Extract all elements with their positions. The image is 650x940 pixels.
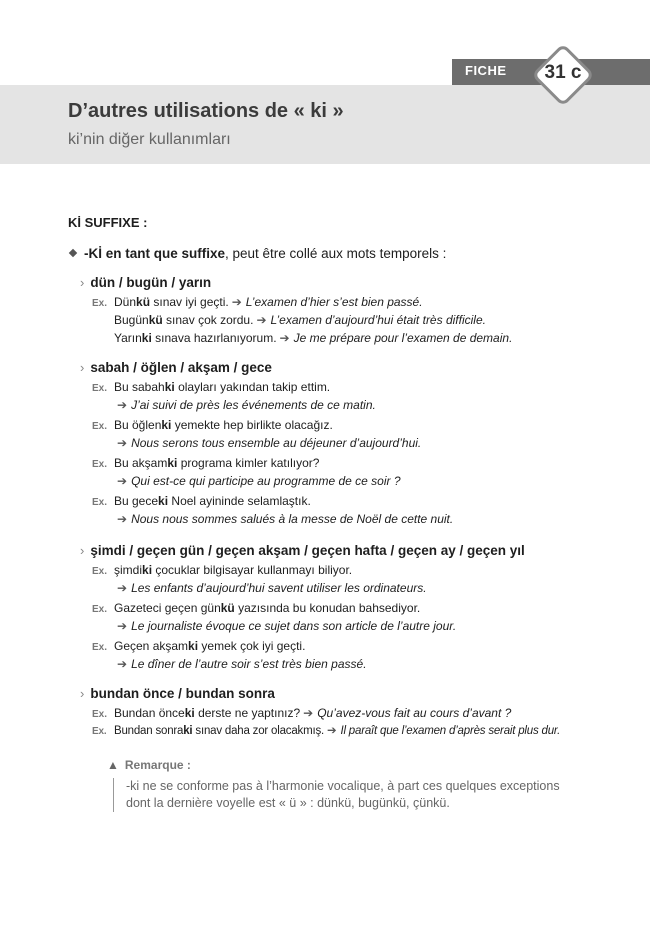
suffix-highlight: ki bbox=[141, 331, 152, 345]
fiche-number: 31 c bbox=[544, 62, 582, 83]
french-translation: J’ai suivi de près les événements de ce matin. bbox=[131, 398, 376, 412]
ex-label: Ex. bbox=[92, 566, 108, 577]
example-line bbox=[80, 378, 453, 396]
page-title: D’autres utilisations de « ki » bbox=[68, 100, 344, 122]
example-line bbox=[80, 722, 560, 740]
arrow-right-icon: ➔ bbox=[117, 512, 128, 526]
turkish-text: Yarın bbox=[114, 331, 142, 345]
remark-line: dont la dernière voyelle est « ü » : dünkü, bugünkü, çünkü. bbox=[126, 796, 450, 810]
translation-line bbox=[80, 655, 525, 673]
example-line bbox=[80, 492, 453, 510]
french-translation: Je me prépare pour l’examen de demain. bbox=[293, 331, 513, 345]
example-line bbox=[80, 561, 525, 579]
turkish-text: Gazeteci geçen gün bbox=[114, 601, 221, 615]
turkish-text: Bundan sonra bbox=[114, 725, 184, 737]
turkish-text: sınav daha zor olacakmış. bbox=[192, 725, 325, 737]
arrow-right-icon: ➔ bbox=[327, 725, 337, 737]
example-group bbox=[80, 358, 453, 530]
example-group bbox=[80, 684, 560, 740]
suffix-highlight: ki bbox=[184, 706, 195, 720]
arrow-right-icon: ➔ bbox=[117, 474, 128, 488]
turkish-text: sınav iyi geçti. bbox=[150, 295, 229, 309]
arrow-right-icon: ➔ bbox=[117, 619, 128, 633]
suffix-highlight: ki bbox=[161, 418, 172, 432]
turkish-text: şimdi bbox=[114, 563, 143, 577]
ex-label: Ex. bbox=[92, 642, 108, 653]
suffix-highlight: ki bbox=[164, 380, 175, 394]
ex-label: Ex. bbox=[92, 709, 108, 720]
turkish-text: sınava hazırlanıyorum. bbox=[151, 331, 277, 345]
french-translation: Nous serons tous ensemble au déjeuner d’aujourd’hui. bbox=[131, 436, 422, 450]
suffix-highlight: kü bbox=[136, 295, 151, 309]
turkish-text: yemek çok iyi geçti. bbox=[198, 639, 306, 653]
group-heading bbox=[80, 358, 453, 378]
fiche-label: FICHE bbox=[465, 63, 507, 78]
turkish-text: Bu gece bbox=[114, 494, 159, 508]
example-line bbox=[80, 704, 560, 722]
arrow-right-icon: ➔ bbox=[279, 331, 290, 345]
turkish-text: programa kimler katılıyor? bbox=[177, 456, 320, 470]
ex-label: Ex. bbox=[92, 298, 108, 309]
arrow-right-icon: ➔ bbox=[117, 398, 128, 412]
example-line bbox=[80, 599, 525, 617]
french-translation: L’examen d’hier s’est bien passé. bbox=[245, 295, 423, 309]
translation-line bbox=[80, 396, 453, 414]
suffix-highlight: kü bbox=[220, 601, 235, 615]
group-heading bbox=[80, 273, 512, 293]
group-heading-text: dün / bugün / yarın bbox=[90, 275, 212, 290]
french-translation: Qu’avez-vous fait au cours d’avant ? bbox=[317, 706, 512, 720]
turkish-text: Dün bbox=[114, 295, 137, 309]
suffix-highlight: ki bbox=[188, 639, 199, 653]
translation-line bbox=[80, 434, 453, 452]
group-heading-text: sabah / öğlen / akşam / gece bbox=[90, 360, 272, 375]
suffix-highlight: kü bbox=[148, 313, 163, 327]
intro-rest: , peut être collé aux mots temporels : bbox=[225, 246, 447, 261]
group-heading-text: bundan önce / bundan sonra bbox=[90, 686, 275, 701]
translation-line bbox=[80, 510, 453, 528]
turkish-text: Bu akşam bbox=[114, 456, 168, 470]
turkish-text: Bugün bbox=[114, 313, 149, 327]
remark-heading bbox=[107, 758, 191, 772]
chevron-right-icon: › bbox=[80, 360, 85, 375]
french-translation: Les enfants d’aujourd’hui savent utiliser les ordinateurs. bbox=[131, 581, 427, 595]
example-group bbox=[80, 541, 525, 675]
group-heading bbox=[80, 684, 560, 704]
french-translation: L’examen d’aujourd’hui était très difficile. bbox=[270, 313, 486, 327]
arrow-right-icon: ➔ bbox=[117, 436, 128, 450]
suffix-highlight: ki bbox=[142, 563, 153, 577]
remark-title: Remarque : bbox=[124, 758, 191, 772]
chevron-right-icon: › bbox=[80, 543, 85, 558]
french-translation: Qui est-ce qui participe au programme de ce soir ? bbox=[131, 474, 401, 488]
intro-bold: -Kİ en tant que suffixe bbox=[84, 246, 226, 261]
arrow-right-icon: ➔ bbox=[256, 313, 267, 327]
example-line bbox=[80, 416, 453, 434]
group-heading-text: şimdi / geçen gün / geçen akşam / geçen hafta / geçen ay / geçen yıl bbox=[90, 543, 525, 558]
example-line bbox=[80, 454, 453, 472]
french-translation: Nous nous sommes salués à la messe de Noël de cette nuit. bbox=[131, 512, 454, 526]
turkish-text: sınav çok zordu. bbox=[162, 313, 254, 327]
ex-label: Ex. bbox=[92, 604, 108, 615]
french-translation: Il paraît que l’examen d’après serait plus dur. bbox=[340, 725, 561, 737]
remark-body bbox=[113, 778, 560, 812]
translation-line bbox=[80, 617, 525, 635]
french-translation: Le dîner de l’autre soir s’est très bien passé. bbox=[131, 657, 367, 671]
turkish-text: derste ne yaptınız? bbox=[194, 706, 301, 720]
ex-label: Ex. bbox=[92, 726, 107, 737]
remark-box bbox=[107, 758, 560, 810]
example-line bbox=[80, 637, 525, 655]
translation-line bbox=[80, 472, 453, 490]
group-heading bbox=[80, 541, 525, 561]
section-title: Kİ SUFFIXE : bbox=[68, 215, 148, 230]
ex-label: Ex. bbox=[92, 497, 108, 508]
turkish-text: Bu öğlen bbox=[114, 418, 162, 432]
turkish-text: çocuklar bilgisayar kullanmayı biliyor. bbox=[152, 563, 353, 577]
suffix-highlight: ki bbox=[167, 456, 178, 470]
turkish-text: Bundan önce bbox=[114, 706, 185, 720]
turkish-text: olayları yakından takip ettim. bbox=[174, 380, 331, 394]
example-line bbox=[80, 293, 512, 311]
translation-line bbox=[80, 579, 525, 597]
example-group bbox=[80, 273, 512, 347]
example-line bbox=[80, 311, 512, 329]
arrow-right-icon: ➔ bbox=[117, 657, 128, 671]
warning-icon: ▲ bbox=[107, 758, 119, 772]
suffix-highlight: ki bbox=[183, 725, 193, 737]
page-subtitle: ki’nin diğer kullanımları bbox=[68, 131, 231, 148]
chevron-right-icon: › bbox=[80, 686, 85, 701]
turkish-text: yazısında bu konudan bahsediyor. bbox=[234, 601, 421, 615]
french-translation: Le journaliste évoque ce sujet dans son article de l’autre jour. bbox=[131, 619, 457, 633]
turkish-text: yemekte hep birlikte olacağız. bbox=[171, 418, 333, 432]
ex-label: Ex. bbox=[92, 459, 108, 470]
remark-line: -ki ne se conforme pas à l’harmonie vocalique, à part ces quelques exceptions bbox=[126, 779, 560, 793]
chevron-right-icon: › bbox=[80, 275, 85, 290]
turkish-text: Geçen akşam bbox=[114, 639, 189, 653]
arrow-right-icon: ➔ bbox=[303, 706, 314, 720]
ex-label: Ex. bbox=[92, 421, 108, 432]
arrow-right-icon: ➔ bbox=[231, 295, 242, 309]
ex-label: Ex. bbox=[92, 383, 108, 394]
example-line bbox=[80, 329, 512, 347]
diamond-bullet-icon bbox=[69, 249, 77, 257]
arrow-right-icon: ➔ bbox=[117, 581, 128, 595]
suffix-highlight: ki bbox=[158, 494, 169, 508]
intro-line bbox=[68, 246, 446, 261]
turkish-text: Bu sabah bbox=[114, 380, 165, 394]
turkish-text: Noel ayininde selamlaştık. bbox=[168, 494, 311, 508]
